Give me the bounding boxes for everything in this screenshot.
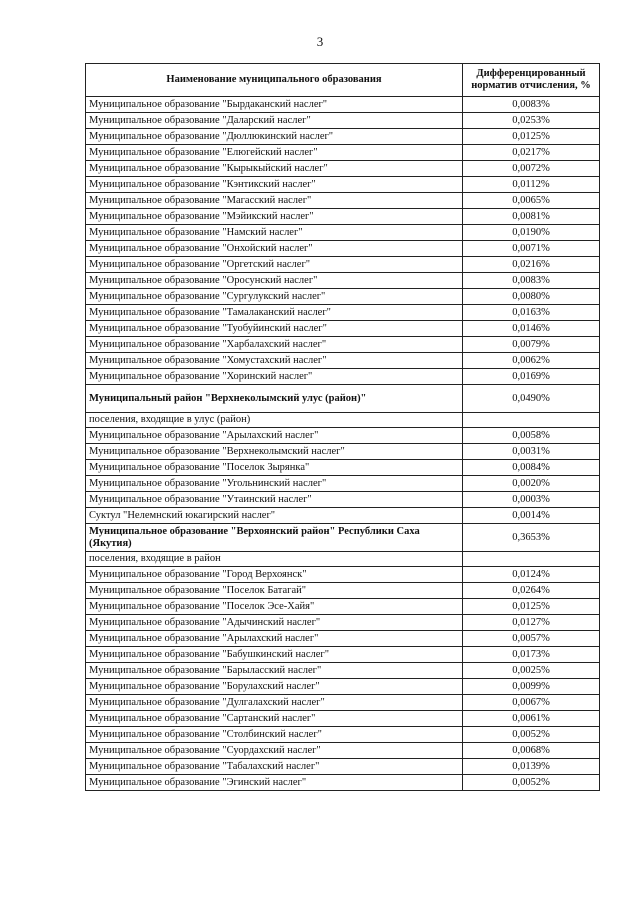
table-row	[86, 476, 600, 492]
row-name: Суктул "Нелемнский юкагирский наслег"	[86, 508, 463, 524]
row-name: Муниципальное образование "Кырыкыйский наслег"	[86, 161, 463, 177]
row-value: 0,0083%	[463, 97, 600, 113]
row-name: Муниципальное образование "Харбалахский наслег"	[86, 337, 463, 353]
row-name: Муниципальное образование "Утаинский наслег"	[86, 492, 463, 508]
table-row	[86, 775, 600, 791]
row-value: 0,0014%	[463, 508, 600, 524]
row-value: 0,0065%	[463, 193, 600, 209]
table-row	[86, 177, 600, 193]
row-name: поселения, входящие в улус (район)	[86, 413, 463, 428]
row-name: Муниципальное образование "Сартанский наслег"	[86, 711, 463, 727]
row-name: Муниципальное образование "Поселок Зырянка"	[86, 460, 463, 476]
row-value: 0,0127%	[463, 615, 600, 631]
row-name: Муниципальное образование "Арылахский наслег"	[86, 428, 463, 444]
row-value: 0,0061%	[463, 711, 600, 727]
table-row	[86, 583, 600, 599]
row-name: Муниципальное образование "Борулахский наслег"	[86, 679, 463, 695]
table-row	[86, 711, 600, 727]
table-row	[86, 759, 600, 775]
row-name: Муниципальное образование "Хомустахский наслег"	[86, 353, 463, 369]
table-row	[86, 225, 600, 241]
table-row	[86, 631, 600, 647]
table-row	[86, 508, 600, 524]
row-value: 0,0112%	[463, 177, 600, 193]
table-row	[86, 647, 600, 663]
row-value: 0,0146%	[463, 321, 600, 337]
row-value: 0,0264%	[463, 583, 600, 599]
row-value: 0,0190%	[463, 225, 600, 241]
row-name: Муниципальное образование "Поселок Батагай"	[86, 583, 463, 599]
row-value: 0,0217%	[463, 145, 600, 161]
row-name: Муниципальное образование "Оросунский наслег"	[86, 273, 463, 289]
row-name: Муниципальное образование "Дюллюкинский наслег"	[86, 129, 463, 145]
table-row	[86, 241, 600, 257]
district-row	[86, 385, 600, 413]
row-name: Муниципальное образование "Елюгейский наслег"	[86, 145, 463, 161]
norms-table	[85, 63, 600, 791]
table-row	[86, 695, 600, 711]
row-value: 0,0169%	[463, 369, 600, 385]
row-name: Муниципальное образование "Хоринский наслег"	[86, 369, 463, 385]
table-header	[86, 64, 600, 97]
row-name: Муниципальное образование "Бырдаканский наслег"	[86, 97, 463, 113]
row-name: Муниципальное образование "Намский наслег"	[86, 225, 463, 241]
row-name: Муниципальное образование "Кэнтикский наслег"	[86, 177, 463, 193]
subsection-row	[86, 552, 600, 567]
row-value: 0,0139%	[463, 759, 600, 775]
row-value: 0,0216%	[463, 257, 600, 273]
row-name: Муниципальное образование "Арылахский наслег"	[86, 631, 463, 647]
table-row	[86, 257, 600, 273]
row-value: 0,0062%	[463, 353, 600, 369]
row-value: 0,0003%	[463, 492, 600, 508]
row-value: 0,0173%	[463, 647, 600, 663]
row-value	[463, 552, 600, 567]
table-row	[86, 161, 600, 177]
table-row	[86, 129, 600, 145]
subsection-row	[86, 413, 600, 428]
row-value: 0,0084%	[463, 460, 600, 476]
row-value: 0,0058%	[463, 428, 600, 444]
row-name: Муниципальное образование "Тамалаканский наслег"	[86, 305, 463, 321]
page-number: 3	[316, 34, 324, 49]
table-row	[86, 743, 600, 759]
row-name: Муниципальное образование "Верхнеколымский наслег"	[86, 444, 463, 460]
table-row	[86, 113, 600, 129]
row-value: 0,0057%	[463, 631, 600, 647]
row-value: 0,0020%	[463, 476, 600, 492]
table-row	[86, 97, 600, 113]
table-row	[86, 353, 600, 369]
row-name: Муниципальное образование "Дулгалахский наслег"	[86, 695, 463, 711]
row-value: 0,0071%	[463, 241, 600, 257]
row-value: 0,0253%	[463, 113, 600, 129]
row-name: Муниципальное образование "Адычинский наслег"	[86, 615, 463, 631]
table-row	[86, 305, 600, 321]
table-row	[86, 599, 600, 615]
row-name: Муниципальное образование "Эгинский наслег"	[86, 775, 463, 791]
row-value: 0,0052%	[463, 775, 600, 791]
row-value: 0,0079%	[463, 337, 600, 353]
table-row	[86, 321, 600, 337]
row-value: 0,3653%	[463, 524, 600, 552]
row-name: Муниципальное образование "Суордахский наслег"	[86, 743, 463, 759]
row-value: 0,0068%	[463, 743, 600, 759]
row-value: 0,0072%	[463, 161, 600, 177]
header-name: Наименование муниципального образования	[86, 64, 463, 97]
row-name: Муниципальное образование "Мэйикский наслег"	[86, 209, 463, 225]
row-value: 0,0083%	[463, 273, 600, 289]
row-name: Муниципальное образование "Даларский наслег"	[86, 113, 463, 129]
row-value: 0,0124%	[463, 567, 600, 583]
table-row	[86, 428, 600, 444]
table-row	[86, 369, 600, 385]
row-value: 0,0031%	[463, 444, 600, 460]
table-row	[86, 679, 600, 695]
row-value: 0,0163%	[463, 305, 600, 321]
header-value: Дифференцированный норматив отчисления, %	[463, 64, 600, 97]
row-value: 0,0080%	[463, 289, 600, 305]
row-name: Муниципальное образование "Бабушкинский наслег"	[86, 647, 463, 663]
row-value: 0,0125%	[463, 129, 600, 145]
row-name: Муниципальное образование "Туобуйинский наслег"	[86, 321, 463, 337]
table-body	[86, 97, 600, 791]
table-row	[86, 209, 600, 225]
table-row	[86, 567, 600, 583]
row-value: 0,0099%	[463, 679, 600, 695]
row-name: Муниципальное образование "Магасский наслег"	[86, 193, 463, 209]
header-row	[86, 64, 600, 97]
row-name: Муниципальное образование "Сургулукский наслег"	[86, 289, 463, 305]
table-row	[86, 337, 600, 353]
row-value: 0,0067%	[463, 695, 600, 711]
row-name: Муниципальное образование "Город Верхоянск"	[86, 567, 463, 583]
row-name: Муниципальное образование "Верхоянский район" Республики Саха (Якутия)	[86, 524, 463, 552]
row-value: 0,0025%	[463, 663, 600, 679]
table-row	[86, 289, 600, 305]
row-name: Муниципальное образование "Онхойский наслег"	[86, 241, 463, 257]
table-row	[86, 444, 600, 460]
table-row	[86, 663, 600, 679]
row-value: 0,0052%	[463, 727, 600, 743]
row-value: 0,0081%	[463, 209, 600, 225]
table-row	[86, 145, 600, 161]
table-row	[86, 460, 600, 476]
table-row	[86, 273, 600, 289]
table-row	[86, 492, 600, 508]
row-name: Муниципальное образование "Оргетский наслег"	[86, 257, 463, 273]
table-row	[86, 727, 600, 743]
district-row	[86, 524, 600, 552]
row-name: Муниципальное образование "Столбинский наслег"	[86, 727, 463, 743]
row-value: 0,0125%	[463, 599, 600, 615]
row-name: Муниципальное образование "Поселок Эсе-Хайя"	[86, 599, 463, 615]
row-name: Муниципальное образование "Табалахский наслег"	[86, 759, 463, 775]
row-name: Муниципальный район "Верхнеколымский улус (район)"	[86, 385, 463, 413]
row-name: поселения, входящие в район	[86, 552, 463, 567]
row-name: Муниципальное образование "Угольнинский наслег"	[86, 476, 463, 492]
row-name: Муниципальное образование "Барыласский наслег"	[86, 663, 463, 679]
table-row	[86, 193, 600, 209]
row-value: 0,0490%	[463, 385, 600, 413]
table-row	[86, 615, 600, 631]
row-value	[463, 413, 600, 428]
